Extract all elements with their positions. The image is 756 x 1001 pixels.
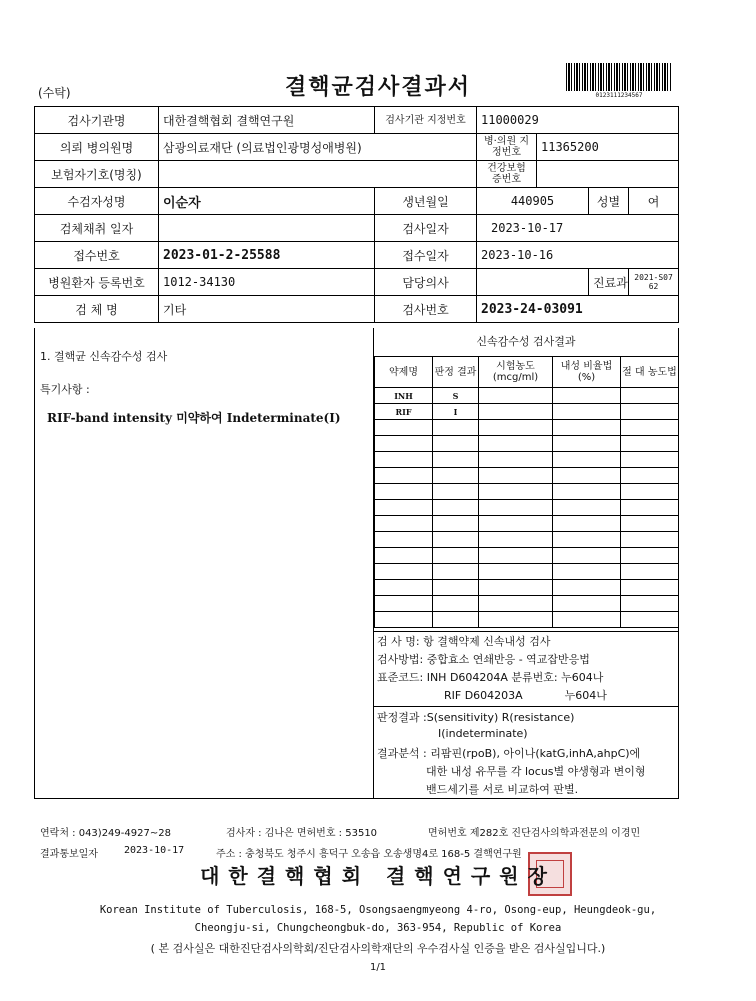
empty-row [375,452,679,468]
accession-value: 2023-01-2-25588 [159,242,375,269]
method-name: 검 사 명: 항 결핵약제 신속내성 검사 [377,635,551,648]
empty-row [375,548,679,564]
barcode [566,63,672,91]
empty-row [375,612,679,628]
insurer-label: 보험자기호(명칭) [35,161,159,188]
specialist: 면허번호 제282호 진단검사의학과전문의 이경민 [428,828,641,839]
table-row [375,388,679,404]
barcode-number: 0123111234567 [595,92,643,99]
result-cell: I [433,404,479,420]
drug-cell: RIF [375,404,433,420]
receive-date-value: 2023-10-16 [477,242,679,269]
sex-value: 여 [629,188,679,215]
dob-label: 생년월일 [375,188,477,215]
hosp-label: 의뢰 병의원명 [35,134,159,161]
method-code2: RIF D604203A 누604나 [444,689,607,702]
judge2: I(indeterminate) [438,727,528,740]
cert-note: ( 본 검사실은 대한진단검사의학회/진단검사의학재단의 우수검사실 인증을 받은 검사실입니다.) [150,942,606,955]
empty-row [375,500,679,516]
analysis2: 대한 내성 유무를 각 locus별 야생형과 변이형 [426,765,646,778]
inst-value: 대한결핵협회 결핵연구원 [159,107,375,134]
empty-row [375,596,679,612]
empty-row [375,564,679,580]
test-date-value: 2023-10-17 [477,215,679,242]
inst-code-value: 11000029 [477,107,679,134]
result-cell: S [433,388,479,404]
results-title: 신속감수성 검사결과 [374,328,678,357]
inst-code-label: 검사기관 지정번호 [375,107,477,134]
collect-label: 검체채취 일자 [35,215,159,242]
col-judge: 판정 결과 [433,357,479,388]
remarks-text: RIF-band intensity 미약하여 Indeterminate(I) [47,411,341,425]
contact: 연락처 : 043)249-4927~28 [40,828,171,839]
empty-row [375,580,679,596]
analysis1: 결과분석 : 리팜핀(rpoB), 아이나(katG,inhA,ahpC)에 [377,747,641,760]
patient-value: 이순자 [159,188,375,215]
col-abs: 절 대 농도법 [621,357,679,388]
reg-label: 병원환자 등록번호 [35,269,159,296]
dept-label: 진료과 [589,269,629,296]
reg-value: 1012-34130 [159,269,375,296]
results-table [374,356,679,628]
info-table [34,106,679,323]
patient-label: 수검자성명 [35,188,159,215]
remarks-label: 특기사항 : [40,383,90,396]
empty-row [375,484,679,500]
doctor-value [477,269,589,296]
accession-label: 접수번호 [35,242,159,269]
empty-row [375,420,679,436]
report-date-label: 결과통보일자 [40,849,98,860]
drug-cell: INH [375,388,433,404]
col-conc: 시험농도 (mcg/ml) [479,357,553,388]
dob-value: 440905 [477,188,589,215]
doctor-label: 담당의사 [375,269,477,296]
collect-value [159,215,375,242]
specimen-label: 검 체 명 [35,296,159,323]
method-approach: 검사방법: 중합효소 연쇄반응 - 역교잡반응법 [377,653,590,666]
report-date: 2023-10-17 [124,845,185,856]
empty-row [375,436,679,452]
ins-card-label: 건강보험 증번호 [477,161,537,188]
org-name: 대한결핵협회 결핵연구원장 [200,864,556,888]
col-ratio: 내성 비율법(%) [553,357,621,388]
test-item: 1. 결핵균 신속감수성 검사 [40,350,168,363]
col-drug: 약제명 [375,357,433,388]
receipt-label: (수탁) [38,86,71,100]
dept-value: 2021-S0762 [629,269,679,296]
examiner: 검사자 : 김나은 면허번호 : 53510 [226,828,378,839]
page-title: 결핵균검사결과서 [284,75,472,100]
empty-row [375,532,679,548]
inst-label: 검사기관명 [35,107,159,134]
analysis3: 밴드세기를 서로 비교하여 판별. [426,783,579,796]
empty-row [375,468,679,484]
insurer-value [159,161,477,188]
address: 주소 : 충청북도 청주시 흥덕구 오송읍 오송생명4로 168-5 결핵연구원 [216,849,522,860]
receive-date-label: 접수일자 [375,242,477,269]
table-row [375,404,679,420]
test-no-value: 2023-24-03091 [477,296,679,323]
hosp-code-value: 11365200 [537,134,679,161]
empty-row [375,516,679,532]
page-number: 1/1 [369,962,387,973]
method-code1: 표준코드: INH D604204A 분류번호: 누604나 [377,671,604,684]
eng-address-1: Korean Institute of Tuberculosis, 168-5, Osongsaengmyeong 4-ro, Osong-eup, Heungdeok-gu, [99,904,657,916]
hosp-value: 삼광의료재단 (의료법인광명성애병원) [159,134,477,161]
hosp-code-label: 병·의원 지정번호 [477,134,537,161]
sex-label: 성별 [589,188,629,215]
method-panel [374,631,678,799]
eng-address-2: Cheongju-si, Chungcheongbuk-do, 363-954, Republic of Korea [194,922,562,934]
judge1: 판정결과 :S(sensitivity) R(resistance) [377,711,575,724]
specimen-value: 기타 [159,296,375,323]
test-date-label: 검사일자 [375,215,477,242]
test-no-label: 검사번호 [375,296,477,323]
ins-card-value [537,161,679,188]
